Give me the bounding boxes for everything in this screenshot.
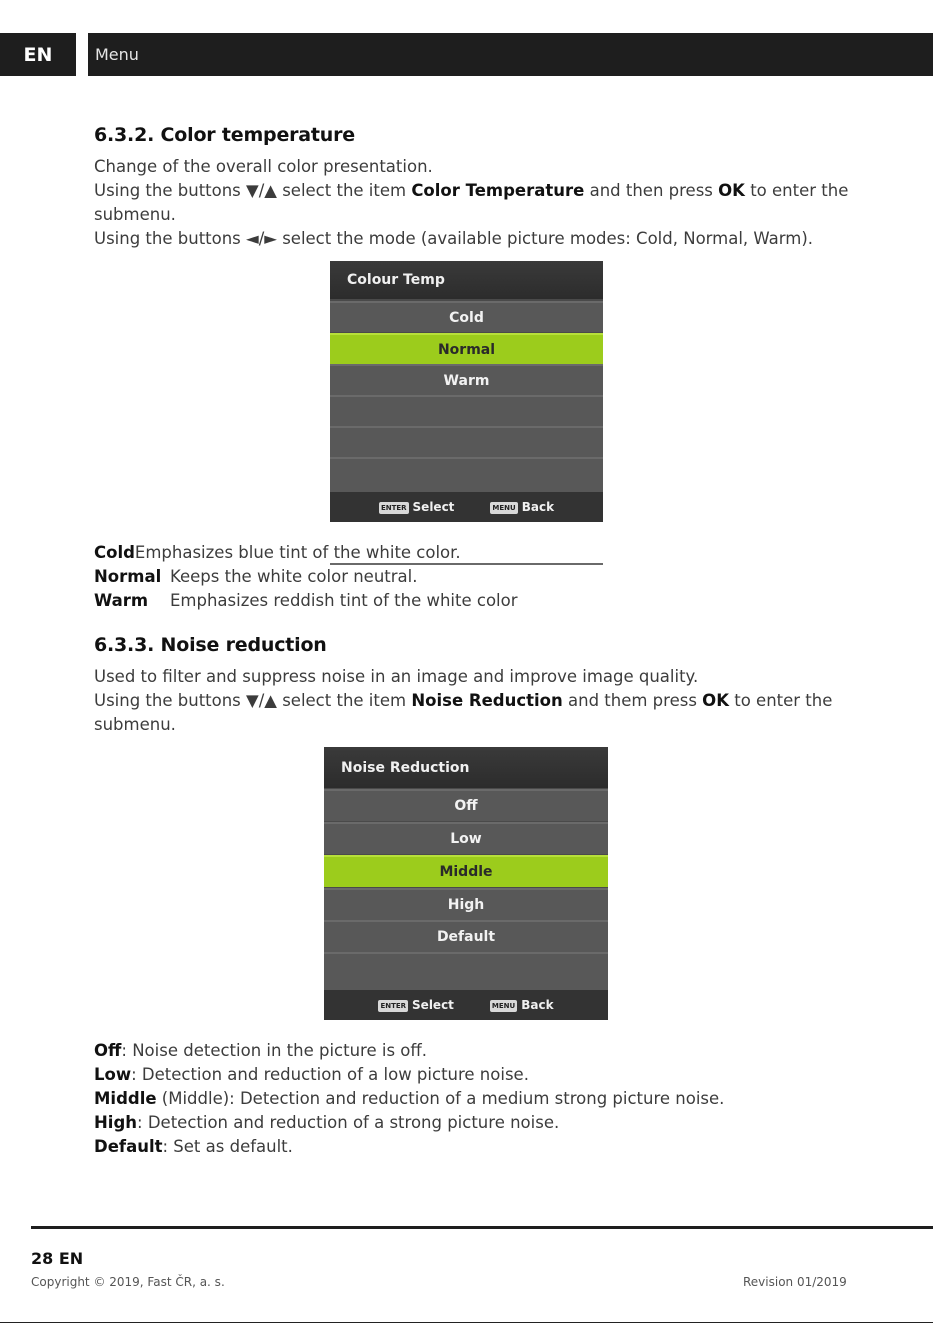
- menu-option-default: Default: [324, 920, 608, 952]
- section-title: Menu: [95, 45, 139, 64]
- menu-empty-row: [330, 426, 603, 457]
- menu-option-middle-selected: Middle: [324, 855, 608, 887]
- definition-off: Off: Noise detection in the picture is off.: [94, 1041, 428, 1060]
- menu-empty-row: [324, 952, 608, 990]
- definition-normal: Normal Keeps the white color neutral.: [94, 567, 418, 586]
- menu-title: Colour Temp: [330, 261, 603, 299]
- menu-option-off: Off: [324, 789, 608, 821]
- select-hint: ENTER Select: [380, 998, 454, 1012]
- definition-middle: Middle (Middle): Detection and reduction of a medium strong picture noise.: [94, 1089, 725, 1108]
- noise-reduction-menu-screenshot: [324, 747, 608, 1020]
- menu-option-cold: Cold: [330, 301, 603, 332]
- select-hint: ENTER Select: [380, 500, 455, 514]
- paragraph: Change of the overall color presentation.: [94, 157, 433, 176]
- definition-default: Default: Set as default.: [94, 1137, 293, 1156]
- menu-footer: [324, 990, 608, 1020]
- footer-divider: [31, 1226, 933, 1229]
- paragraph: Used to filter and suppress noise in an image and improve image quality.: [94, 667, 699, 686]
- menu-option-normal-selected: Normal: [330, 333, 603, 364]
- heading-color-temperature: 6.3.2. Color temperature: [94, 124, 355, 146]
- back-hint: MENU Back: [491, 998, 554, 1012]
- menu-title: Noise Reduction: [324, 747, 608, 788]
- paragraph: submenu.: [94, 205, 176, 224]
- colour-temp-menu-screenshot: [330, 261, 603, 522]
- paragraph: Using the buttons ▼/▲ select the item Color Temperature and then press OK to enter the: [94, 181, 849, 200]
- menu-option-high: High: [324, 888, 608, 920]
- paragraph: submenu.: [94, 715, 176, 734]
- definition-cold: ColdEmphasizes blue tint of the white color.: [94, 543, 461, 562]
- language-badge: EN: [0, 33, 76, 76]
- menu-empty-row: [330, 395, 603, 426]
- definition-warm: Warm Emphasizes reddish tint of the white color: [94, 591, 518, 610]
- page-bottom-line: [0, 1322, 933, 1323]
- back-hint: MENU Back: [492, 500, 555, 514]
- menu-option-warm: Warm: [330, 364, 603, 395]
- paragraph: Using the buttons ▼/▲ select the item Noise Reduction and them press OK to enter the: [94, 691, 833, 710]
- paragraph: Using the buttons ◄/► select the mode (available picture modes: Cold, Normal, Warm).: [94, 229, 814, 248]
- page-number: 28 EN: [31, 1249, 84, 1268]
- menu-empty-row: [330, 457, 603, 492]
- definition-low: Low: Detection and reduction of a low picture noise.: [94, 1065, 529, 1084]
- enter-key-icon: ENTER: [380, 1001, 407, 1010]
- menu-footer: [330, 492, 603, 522]
- enter-key-icon: ENTER: [380, 503, 407, 512]
- menu-option-low: Low: [324, 822, 608, 854]
- revision: Revision 01/2019: [743, 1275, 847, 1289]
- copyright: Copyright © 2019, Fast ČR, a. s.: [31, 1275, 225, 1289]
- definition-high: High: Detection and reduction of a strong picture noise.: [94, 1113, 560, 1132]
- menu-key-icon: MENU: [491, 1001, 516, 1010]
- heading-noise-reduction: 6.3.3. Noise reduction: [94, 634, 327, 656]
- menu-key-icon: MENU: [492, 503, 516, 512]
- section-header: [88, 33, 933, 76]
